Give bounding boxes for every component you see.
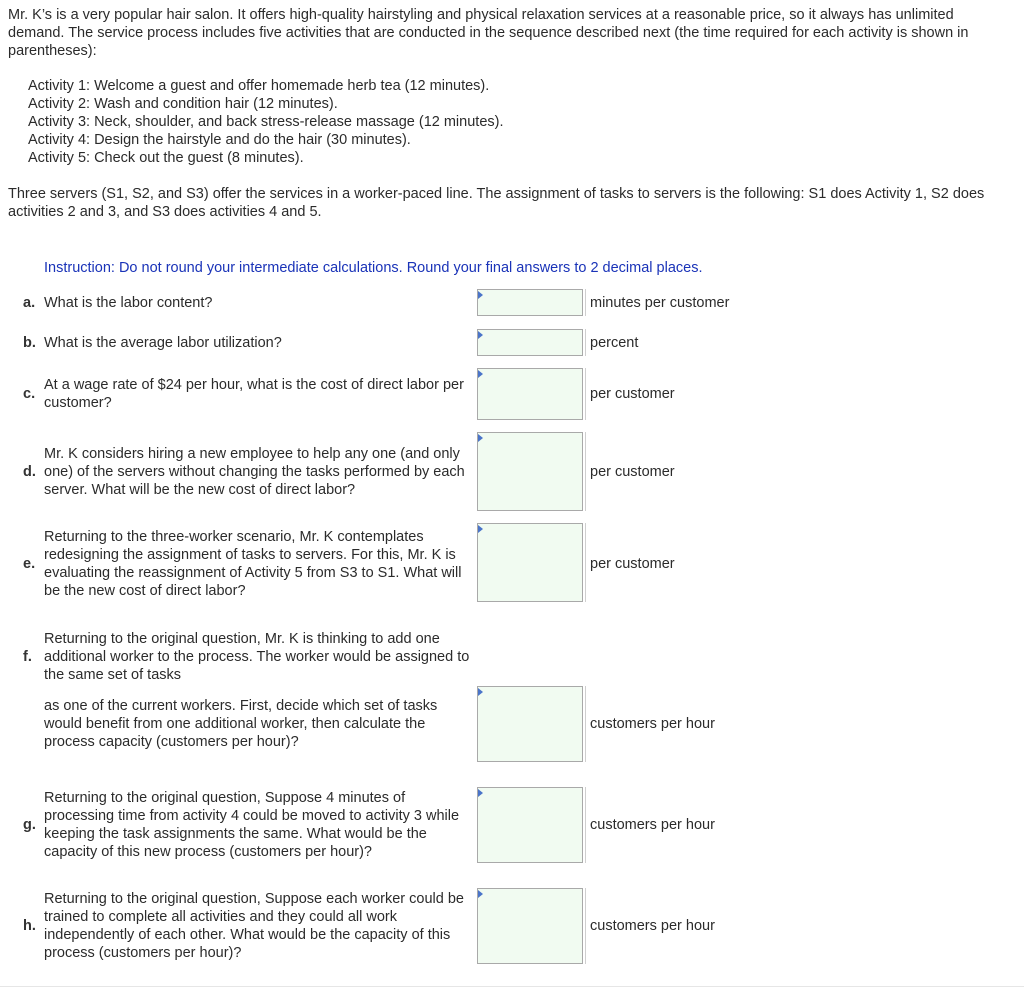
activity-item: Activity 5: Check out the guest (8 minutes). <box>28 150 304 166</box>
activity-item: Activity 2: Wash and condition hair (12 minutes). <box>28 96 338 112</box>
question-letter: h. <box>23 918 36 934</box>
question-letter: b. <box>23 335 36 351</box>
question-text: Mr. K considers hiring a new employee to help any one (and only one) of the servers without changing the tasks performed by each server. What will be the new cost of direct labor? <box>44 446 465 498</box>
divider <box>585 432 586 511</box>
question-text: What is the labor content? <box>44 295 213 311</box>
question-text-continued: as one of the current workers. First, decide which set of tasks would benefit from one additional worker, then calculate the process capacity (customers per hour)? <box>44 698 438 750</box>
activity-item: Activity 1: Welcome a guest and offer homemade herb tea (12 minutes). <box>28 78 490 94</box>
question-letter: a. <box>23 295 36 311</box>
server-assignment-text: Three servers (S1, S2, and S3) offer the services in a worker-paced line. The assignment of tasks to servers is the following: S1 does Activity 1, S2 does activities 2 and 3, and S3 does activities 4 and 5. <box>8 186 985 220</box>
divider <box>585 289 586 316</box>
answer-input-h[interactable] <box>477 888 583 964</box>
question-text: Returning to the original question, Mr. K is thinking to add one additional worker to the process. The worker would be assigned to the same set of tasks <box>44 631 470 683</box>
question-letter: g. <box>23 817 36 833</box>
unit-label: per customer <box>590 386 675 402</box>
flag-marker-icon <box>478 291 483 299</box>
question-text: At a wage rate of $24 per hour, what is the cost of direct labor per customer? <box>44 377 464 411</box>
flag-marker-icon <box>478 331 483 339</box>
question-text: Returning to the original question, Suppose 4 minutes of processing time from activity 4 could be moved to activity 3 while keeping the task assignments the same. What would be the capacity of this new process (customers per hour)? <box>44 790 460 860</box>
question-letter: d. <box>23 464 36 480</box>
unit-label: customers per hour <box>590 716 715 732</box>
question-letter: c. <box>23 386 36 402</box>
divider <box>585 368 586 420</box>
question-letter: f. <box>23 649 32 665</box>
flag-marker-icon <box>478 789 483 797</box>
unit-label: per customer <box>590 556 675 572</box>
flag-marker-icon <box>478 370 483 378</box>
unit-label: per customer <box>590 464 675 480</box>
activity-list <box>28 77 503 167</box>
question-text: What is the average labor utilization? <box>44 335 282 351</box>
question-text: Returning to the original question, Suppose each worker could be trained to complete all activities and they could all work independently of each other. What would be the capacity of this process (customers per hour)? <box>44 891 464 961</box>
unit-label: customers per hour <box>590 918 715 934</box>
problem-intro: Mr. K’s is a very popular hair salon. It offers high-quality hairstyling and physical relaxation services at a reasonable price, so it always has unlimited demand. The service process includes five activities that are conducted in the sequence described next (the time required for each activity is shown in parentheses): <box>8 7 969 59</box>
unit-label: percent <box>590 335 639 351</box>
unit-label: minutes per customer <box>590 295 730 311</box>
flag-marker-icon <box>478 890 483 898</box>
divider <box>585 787 586 863</box>
answer-input-g[interactable] <box>477 787 583 863</box>
divider <box>585 686 586 762</box>
answer-input-b[interactable] <box>477 329 583 356</box>
activity-item: Activity 3: Neck, shoulder, and back stress-release massage (12 minutes). <box>28 114 504 130</box>
divider <box>585 329 586 356</box>
question-letter: e. <box>23 556 36 572</box>
divider <box>585 888 586 964</box>
answer-input-f[interactable] <box>477 686 583 762</box>
question-text: Returning to the three-worker scenario, Mr. K contemplates redesigning the assignment of tasks to servers. For this, Mr. K is evaluating the reassignment of Activity 5 from S3 to S1. What will be the new cost of direct labor? <box>44 529 462 599</box>
unit-label: customers per hour <box>590 817 715 833</box>
answer-input-a[interactable] <box>477 289 583 316</box>
activity-item: Activity 4: Design the hairstyle and do the hair (30 minutes). <box>28 132 411 148</box>
flag-marker-icon <box>478 525 483 533</box>
divider <box>585 523 586 602</box>
flag-marker-icon <box>478 434 483 442</box>
flag-marker-icon <box>478 688 483 696</box>
answer-input-d[interactable] <box>477 432 583 511</box>
answer-input-e[interactable] <box>477 523 583 602</box>
answer-input-c[interactable] <box>477 368 583 420</box>
divider <box>0 986 1024 987</box>
instruction-text: Instruction: Do not round your intermediate calculations. Round your final answers to 2 decimal places. <box>44 260 703 276</box>
